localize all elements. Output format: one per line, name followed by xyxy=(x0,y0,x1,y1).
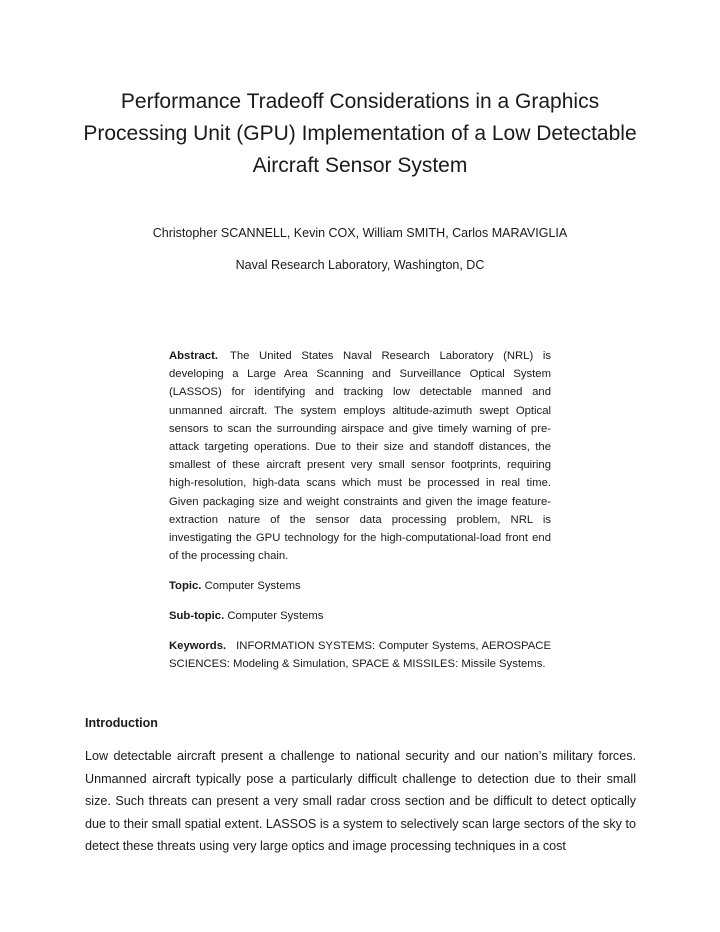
topic-line xyxy=(169,577,551,595)
author-list: Christopher SCANNELL, Kevin COX, William SMITH, Carlos MARAVIGLIA xyxy=(152,226,568,240)
affiliation: Naval Research Laboratory, Washington, DC xyxy=(235,258,485,272)
abstract-paragraph xyxy=(169,347,551,565)
subtopic-line xyxy=(169,607,551,625)
subtopic-label: Sub-topic. xyxy=(169,610,225,622)
topic-label: Topic. xyxy=(169,580,202,592)
abstract-text: The United States Naval Research Laboratory (NRL) is developing a Large Area Scanning and Surveillance Optical System (LASSOS) for identifying and tracking low detectable manned and unmanned aircraft. The system employs altitude-azimuth swept Optical sensors to scan the surrounding airspace and give timely warning of pre-attack targeting operations. Due to their size and standoff distances, the smallest of these aircraft present very small sensor footprints, requiring high-resolution, high-data scans which must be processed in real time. Given packaging size and weight constraints and given the image feature-extraction nature of the sensor data processing problem, NRL is investigating the GPU technology for the high-computational-load front end of the processing chain. xyxy=(169,350,551,563)
abstract-section xyxy=(169,347,551,565)
keywords-line xyxy=(169,637,551,673)
introduction-heading: Introduction xyxy=(85,716,158,730)
introduction-paragraph: Low detectable aircraft present a challenge to national security and our nation’s military forces. Unmanned aircraft typically pose a particularly difficult challenge to detection due to their small size. Such threats can present a very small radar cross section and be difficult to detect optically due to their small spatial extent. LASSOS is a system to selectively scan large sectors of the sky to detect these threats using very large optics and image processing techniques in a cost xyxy=(85,749,636,854)
topic-value: Computer Systems xyxy=(204,580,301,592)
paper-title: Performance Tradeoff Considerations in a Graphics Processing Unit (GPU) Implementation of a Low Detectable Aircraft Sensor System xyxy=(83,90,637,177)
subtopic-value: Computer Systems xyxy=(227,610,324,622)
abstract-label: Abstract. xyxy=(169,350,218,362)
keywords-label: Keywords. xyxy=(169,640,227,652)
keywords-value: INFORMATION SYSTEMS: Computer Systems, AEROSPACE SCIENCES: Modeling & Simulation, SPACE & MISSILES: Missile Systems. xyxy=(169,640,551,671)
